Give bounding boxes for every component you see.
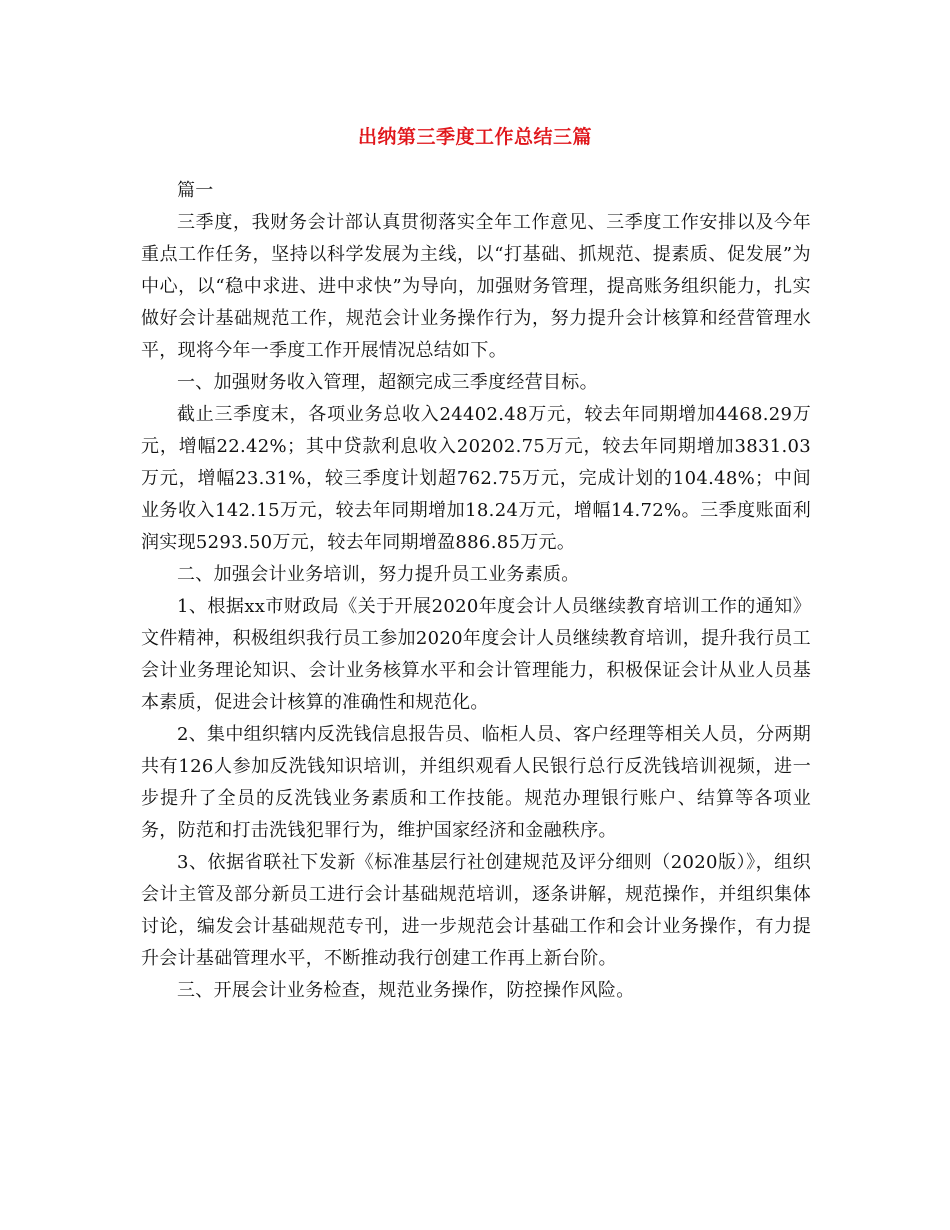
- paragraph-training-3: 3、依据省联社下发新《标准基层行社创建规范及评分细则（2020版）》，组织会计主管及部分新员工进行会计基础规范培训，逐条讲解，规范操作，并组织集体讨论，编发会计基础规范专刊，进一步规范会计基础工作和会计业务操作，有力提升会计基础管理水平，不断推动我行创建工作再上新台阶。: [141, 852, 811, 969]
- paragraph-intro: 三季度，我财务会计部认真贯彻落实全年工作意见、三季度工作安排以及今年重点工作任务，坚持以科学发展为主线，以“打基础、抓规范、提素质、促发展”为中心，以“稳中求进、进中求快”为导向，加强财务管理，提高账务组织能力，扎实做好会计基础规范工作，规范会计业务操作行为，努力提升会计核算和经营管理水平，现将今年一季度工作开展情况总结如下。: [141, 212, 811, 361]
- paragraph-training-1: 1、根据xx市财政局《关于开展2020年度会计人员继续教育培训工作的通知》文件精神，积极组织我行员工参加2020年度会计人员继续教育培训，提升我行员工会计业务理论知识、会计业务核算水平和会计管理能力，积极保证会计从业人员基本素质，促进会计核算的准确性和规范化。: [141, 596, 811, 713]
- heading-section-3: 三、开展会计业务检查，规范业务操作，防控操作风险。: [177, 980, 635, 1001]
- paragraph-income: 截止三季度末，各项业务总收入24402.48万元，较去年同期增加4468.29万元，增幅22.42%；其中贷款利息收入20202.75万元，较去年同期增加3831.03万元，增幅23.31%，较三季度计划超762.75万元，完成计划的104.48%；中间业务收入142.15万元，较去年同期增加18.24万元，增幅14.72%。三季度账面利润实现5293.50万元，较去年同期增盈886.85万元。: [141, 404, 811, 553]
- document-body: [141, 175, 811, 1007]
- document-title: 出纳第三季度工作总结三篇: [357, 126, 592, 148]
- paragraph-training-2: 2、集中组织辖内反洗钱信息报告员、临柜人员、客户经理等相关人员，分两期共有126人参加反洗钱知识培训，并组织观看人民银行总行反洗钱培训视频，进一步提升了全员的反洗钱业务素质和工作技能。规范办理银行账户、结算等各项业务，防范和打击洗钱犯罪行为，维护国家经济和金融秩序。: [141, 724, 811, 841]
- heading-section-2: 二、加强会计业务培训，努力提升员工业务素质。: [177, 564, 580, 585]
- paragraph-section-label: 篇一: [177, 180, 214, 201]
- heading-section-1: 一、加强财务收入管理，超额完成三季度经营目标。: [177, 372, 598, 393]
